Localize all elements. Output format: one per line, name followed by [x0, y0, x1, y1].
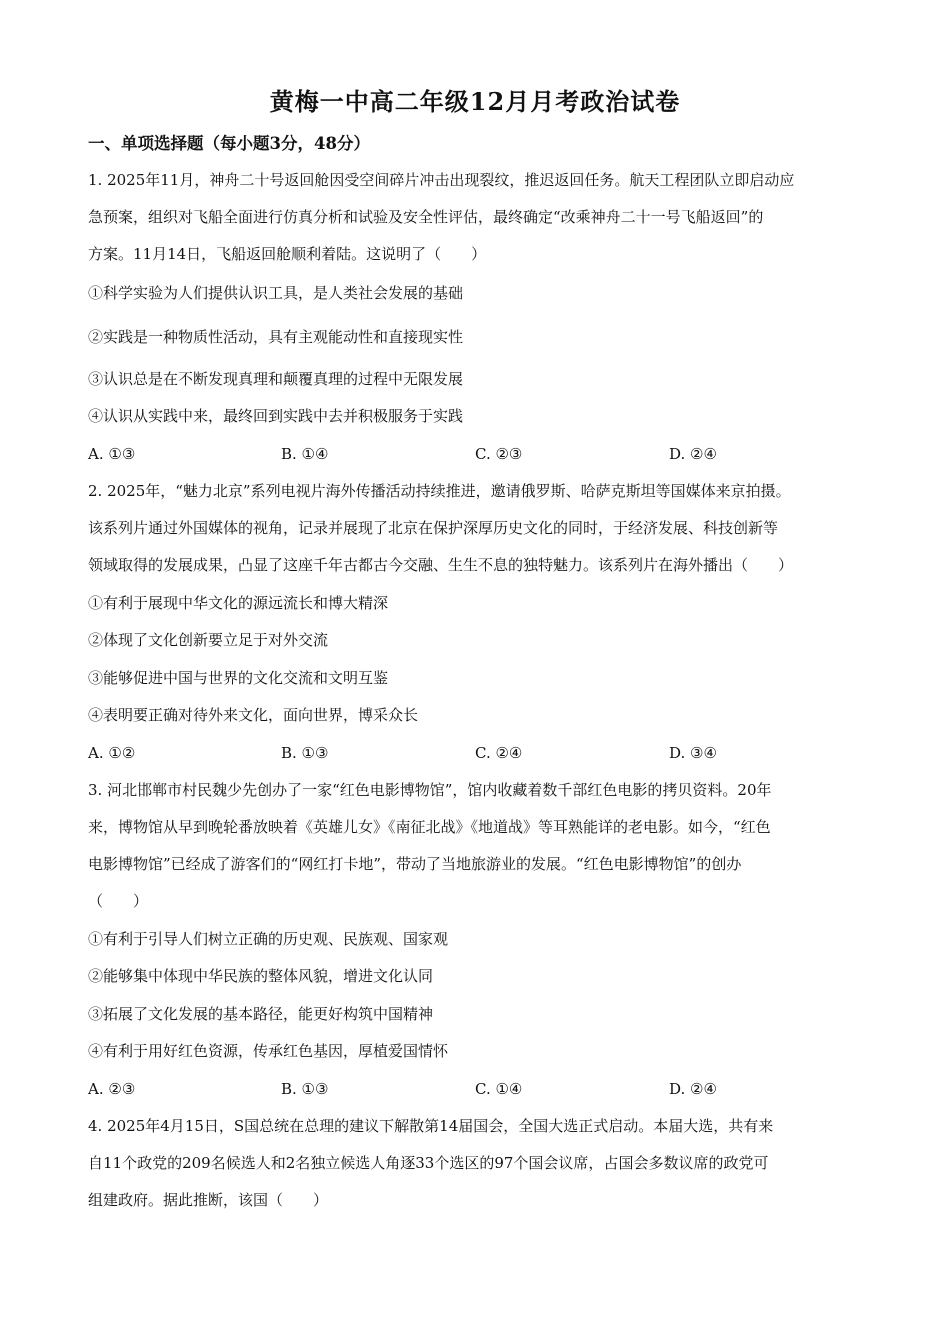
section-heading: 一、单项选择题（每小题3分，48分）: [88, 134, 370, 153]
q3-option-d[interactable]: D. ②④: [669, 1080, 717, 1098]
q3-stem-line-1: 3. 河北邯郸市村民魏少先创办了一家“红色电影博物馆”，馆内收藏着数千部红色电影的拷贝资料。20年: [88, 781, 772, 799]
q2-option-d[interactable]: D. ③④: [669, 744, 717, 762]
q1-item-4: ④认识从实践中来，最终回到实践中去并积极服务于实践: [88, 407, 464, 425]
q2-item-4: ④表明要正确对待外来文化，面向世界，博采众长: [88, 706, 419, 724]
q2-item-1: ①有利于展现中华文化的源远流长和博大精深: [88, 594, 389, 612]
exam-title: 黄梅一中高二年级12月月考政治试卷: [269, 87, 681, 116]
q1-option-b[interactable]: B. ①④: [281, 445, 329, 463]
q2-stem-line-2: 该系列片通过外国媒体的视角，记录并展现了北京在保护深厚历史文化的同时，于经济发展、科技创新等: [88, 519, 779, 537]
q1-item-1: ①科学实验为人们提供认识工具，是人类社会发展的基础: [88, 284, 464, 302]
q3-item-3: ③拓展了文化发展的基本路径，能更好构筑中国精神: [88, 1005, 434, 1023]
q3-option-a[interactable]: A. ②③: [88, 1080, 136, 1098]
q1-option-d[interactable]: D. ②④: [669, 445, 717, 463]
q3-item-1: ①有利于引导人们树立正确的历史观、民族观、国家观: [88, 930, 449, 948]
q3-stem-line-4: （ ）: [88, 892, 149, 910]
q2-item-2: ②体现了文化创新要立足于对外交流: [88, 631, 329, 649]
q2-option-a[interactable]: A. ①②: [88, 744, 136, 762]
q1-item-3: ③认识总是在不断发现真理和颠覆真理的过程中无限发展: [88, 370, 464, 388]
q3-stem-line-2: 来，博物馆从早到晚轮番放映着《英雄儿女》《南征北战》《地道战》等耳熟能详的老电影。如今，“红色: [88, 818, 771, 836]
q1-stem-line-2: 急预案，组织对飞船全面进行仿真分析和试验及安全性评估，最终确定“改乘神舟二十一号飞船返回”的: [88, 208, 764, 226]
q1-stem-line-1: 1. 2025年11月，神舟二十号返回舱因受空间碎片冲击出现裂纹，推迟返回任务。航天工程团队立即启动应: [88, 171, 795, 189]
q1-option-a[interactable]: A. ①③: [88, 445, 136, 463]
q2-stem-line-3: 领域取得的发展成果，凸显了这座千年古都古今交融、生生不息的独特魅力。该系列片在海外播出（ ）: [88, 556, 794, 574]
q3-item-4: ④有利于用好红色资源，传承红色基因，厚植爱国情怀: [88, 1042, 449, 1060]
q3-item-2: ②能够集中体现中华民族的整体风貌，增进文化认同: [88, 967, 434, 985]
q4-stem-line-1: 4. 2025年4月15日，S国总统在总理的建议下解散第14届国会，全国大选正式启动。本届大选，共有来: [88, 1117, 774, 1135]
q1-item-2: ②实践是一种物质性活动，具有主观能动性和直接现实性: [88, 328, 464, 346]
q2-option-b[interactable]: B. ①③: [281, 744, 329, 762]
q2-item-3: ③能够促进中国与世界的文化交流和文明互鉴: [88, 669, 389, 687]
q3-option-b[interactable]: B. ①③: [281, 1080, 329, 1098]
q1-stem-line-3: 方案。11月14日，飞船返回舱顺利着陆。这说明了（ ）: [88, 245, 487, 263]
q4-stem-line-3: 组建政府。据此推断，该国（ ）: [88, 1191, 329, 1209]
q1-option-c[interactable]: C. ②③: [475, 445, 523, 463]
q4-stem-line-2: 自11个政党的209名候选人和2名独立候选人角逐33个选区的97个国会议席，占国会多数议席的政党可: [88, 1154, 769, 1172]
q2-stem-line-1: 2. 2025年，“魅力北京”系列电视片海外传播活动持续推进，邀请俄罗斯、哈萨克斯坦等国媒体来京拍摄。: [88, 482, 791, 500]
q3-option-c[interactable]: C. ①④: [475, 1080, 523, 1098]
q3-stem-line-3: 电影博物馆”已经成了游客们的“网红打卡地”，带动了当地旅游业的发展。“红色电影博物馆”的创办: [88, 855, 742, 873]
q2-option-c[interactable]: C. ②④: [475, 744, 523, 762]
